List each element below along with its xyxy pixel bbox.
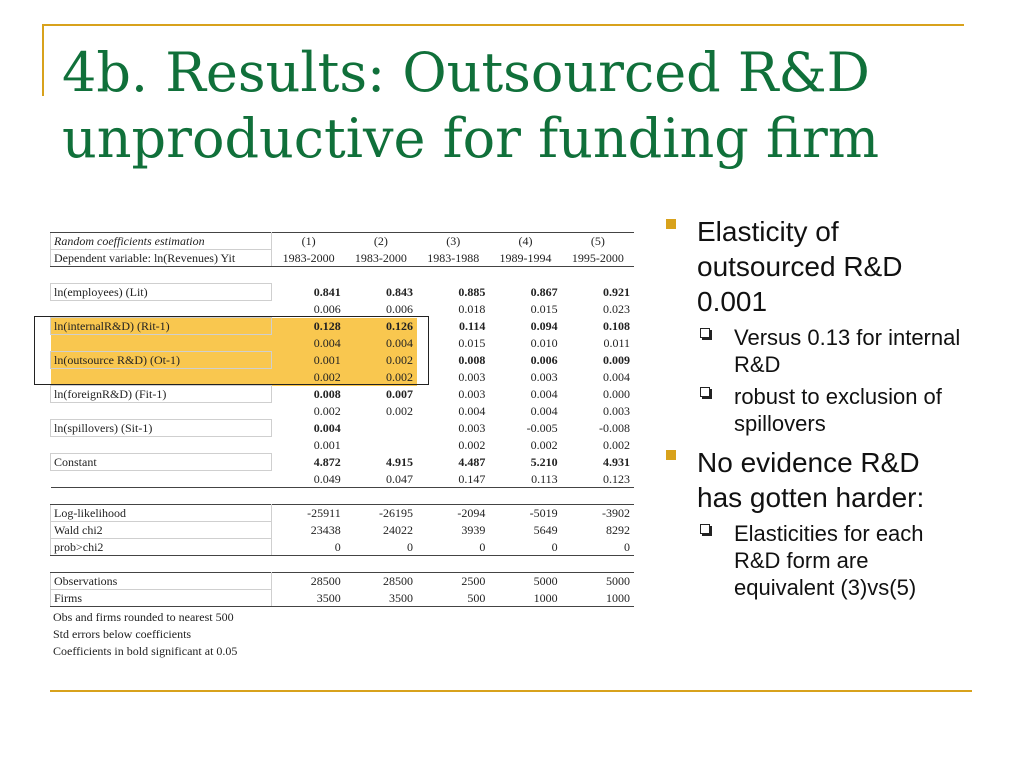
column-header: (5) — [562, 233, 634, 250]
square-bullet-icon — [666, 450, 676, 460]
checkbox-bullet-icon — [700, 524, 710, 534]
checkbox-bullet-icon — [700, 328, 710, 338]
spacer-row — [51, 488, 635, 505]
se-row — [51, 301, 635, 318]
coef-row — [51, 352, 635, 369]
row-label: ln(foreignR&D) (Fit-1) — [51, 386, 272, 403]
stat-row — [51, 522, 635, 539]
count-cell: 5000 — [489, 573, 561, 590]
stat-row — [51, 539, 635, 556]
table-note: Coefficients in bold significant at 0.05 — [53, 644, 238, 658]
coef-cell: 0.108 — [603, 319, 630, 333]
coef-cell: 0.002 — [345, 352, 417, 369]
count-cell: 28500 — [345, 573, 417, 590]
stat-label: Log-likelihood — [51, 505, 272, 522]
se-cell: 0.002 — [530, 438, 558, 452]
se-cell: 0.003 — [458, 370, 486, 384]
stat-cell: 5649 — [533, 523, 558, 537]
bullet-list — [664, 214, 964, 606]
stat-row — [51, 505, 635, 522]
left-rule — [42, 24, 44, 96]
stat-cell: 0 — [489, 539, 561, 556]
count-cell: 500 — [417, 590, 489, 607]
count-cell: 3500 — [345, 590, 417, 607]
bullet-item — [664, 445, 964, 515]
count-cell: 5000 — [562, 573, 634, 590]
count-label: Firms — [51, 590, 272, 607]
coef-cell — [345, 420, 417, 437]
column-header: (3) — [417, 233, 489, 250]
se-cell: 0.047 — [345, 471, 417, 488]
se-cell: 0.015 — [530, 302, 558, 316]
stat-label: Wald chi2 — [51, 522, 272, 539]
coef-cell: 0.000 — [603, 387, 630, 401]
se-cell: 0.049 — [272, 471, 345, 488]
se-cell: 0.002 — [313, 404, 341, 418]
coef-cell: 4.915 — [386, 455, 414, 469]
se-cell: 0.018 — [458, 302, 486, 316]
se-row — [51, 369, 635, 386]
count-cell: 1000 — [562, 590, 634, 607]
coef-cell: 0.841 — [313, 285, 341, 299]
stat-cell: -5019 — [489, 505, 561, 522]
coef-row — [51, 386, 635, 403]
coef-cell: 0.009 — [603, 353, 630, 367]
row-label: ln(employees) (Lit) — [51, 284, 272, 301]
se-cell — [345, 437, 417, 454]
coef-row — [51, 420, 635, 437]
row-label: ln(internalR&D) (Rit-1) — [51, 318, 272, 335]
coef-cell: 0.867 — [530, 285, 558, 299]
se-cell: 0.113 — [489, 471, 561, 488]
se-cell: 0.002 — [458, 438, 486, 452]
checkbox-bullet-icon — [700, 387, 710, 397]
stat-label: prob>chi2 — [51, 539, 272, 556]
table-notes — [50, 609, 634, 660]
coef-cell: 0.008 — [313, 387, 341, 401]
period-header: 1995-2000 — [562, 250, 634, 267]
regression-table — [50, 232, 634, 607]
se-cell: 0.006 — [386, 302, 414, 316]
stat-cell: -3902 — [562, 505, 634, 522]
spacer-row — [51, 556, 635, 573]
coef-cell: 0.008 — [458, 353, 486, 367]
top-rule — [42, 24, 964, 26]
se-cell: 0.023 — [603, 302, 630, 316]
count-cell: 1000 — [489, 590, 561, 607]
stat-cell: 0 — [417, 539, 489, 556]
se-cell: 0.004 — [530, 404, 558, 418]
sub-bullet-item — [664, 383, 964, 437]
se-row — [51, 403, 635, 420]
spacer-row — [51, 267, 635, 284]
coef-cell: 4.931 — [603, 455, 630, 469]
coef-row — [51, 318, 635, 335]
se-cell: 0.003 — [530, 370, 558, 384]
stat-cell: 3939 — [461, 523, 486, 537]
coef-cell: 0.004 — [530, 387, 558, 401]
coef-cell: 5.210 — [530, 455, 558, 469]
se-cell: 0.002 — [386, 404, 414, 418]
table-note: Std errors below coefficients — [53, 627, 192, 641]
coef-cell: 0.094 — [530, 319, 558, 333]
sub-bullet-item — [664, 324, 964, 378]
coef-cell: 4.872 — [313, 455, 341, 469]
coef-cell: 0.001 — [272, 352, 345, 369]
slide-title: 4b. Results: Outsourced R&D unproductive for funding firm — [62, 41, 880, 170]
column-header: (2) — [345, 233, 417, 250]
coef-row — [51, 284, 635, 301]
bullet-item — [664, 214, 964, 319]
se-row — [51, 335, 635, 352]
se-cell: 0.004 — [272, 335, 345, 352]
table-header-row — [51, 233, 635, 250]
stat-cell: -25911 — [272, 505, 345, 522]
se-cell: 0.123 — [562, 471, 634, 488]
coef-cell: -0.005 — [526, 421, 558, 435]
coef-cell: 0.921 — [603, 285, 630, 299]
count-label: Observations — [51, 573, 272, 590]
column-header: (1) — [272, 233, 345, 250]
se-cell: 0.003 — [603, 404, 630, 418]
period-header: 1983-2000 — [345, 250, 417, 267]
period-header: 1983-2000 — [272, 250, 345, 267]
se-row — [51, 437, 635, 454]
stat-cell: -26195 — [345, 505, 417, 522]
se-cell: 0.006 — [313, 302, 341, 316]
se-cell: 0.002 — [603, 438, 630, 452]
bullet-text: Elasticity of outsourced R&D 0.001 — [697, 216, 903, 317]
count-cell: 28500 — [272, 573, 345, 590]
coef-cell: 0.843 — [386, 285, 414, 299]
se-cell: 0.002 — [345, 369, 417, 386]
regression-table-area — [50, 232, 634, 660]
column-header: (4) — [489, 233, 561, 250]
se-cell: 0.147 — [417, 471, 489, 488]
stat-cell: 23438 — [310, 523, 341, 537]
bottom-rule — [50, 690, 972, 692]
stat-cell: 8292 — [606, 523, 630, 537]
count-cell: 2500 — [417, 573, 489, 590]
row-label: Constant — [51, 454, 272, 471]
se-cell: 0.011 — [603, 336, 630, 350]
coef-cell: 0.114 — [459, 319, 486, 333]
table-caption: Random coefficients estimation — [51, 233, 272, 250]
period-header: 1983-1988 — [417, 250, 489, 267]
stat-cell: 0 — [345, 539, 417, 556]
sub-bullet-item — [664, 520, 964, 601]
se-cell: 0.015 — [458, 336, 486, 350]
row-label: ln(spillovers) (Sit-1) — [51, 420, 272, 437]
coef-cell: 0.128 — [272, 318, 345, 335]
stat-cell: 24022 — [383, 523, 414, 537]
table-period-row — [51, 250, 635, 267]
sub-bullet-text: Elasticities for each R&D form are equivalent (3)vs(5) — [734, 521, 924, 600]
stat-cell: -2094 — [417, 505, 489, 522]
bullet-text: No evidence R&D has gotten harder: — [697, 447, 925, 513]
coef-cell: 0.007 — [386, 387, 414, 401]
coef-row — [51, 454, 635, 471]
square-bullet-icon — [666, 219, 676, 229]
stat-cell: 0 — [562, 539, 634, 556]
coef-cell: 0.003 — [458, 421, 486, 435]
count-row — [51, 590, 635, 607]
coef-cell: 0.004 — [313, 421, 341, 435]
se-cell: 0.010 — [530, 336, 558, 350]
count-row — [51, 573, 635, 590]
coef-cell: 0.885 — [458, 285, 486, 299]
coef-cell: 4.487 — [458, 455, 486, 469]
se-row — [51, 471, 635, 488]
se-cell: 0.004 — [345, 335, 417, 352]
sub-bullet-text: robust to exclusion of spillovers — [734, 384, 942, 436]
row-label: ln(outsource R&D) (Ot-1) — [51, 352, 272, 369]
se-cell: 0.002 — [272, 369, 345, 386]
coef-cell: 0.126 — [345, 318, 417, 335]
se-cell: 0.004 — [458, 404, 486, 418]
coef-cell: 0.006 — [530, 353, 558, 367]
count-cell: 3500 — [272, 590, 345, 607]
se-cell: 0.004 — [603, 370, 630, 384]
period-header: 1989-1994 — [489, 250, 561, 267]
coef-cell: -0.008 — [599, 421, 630, 435]
coef-cell: 0.003 — [458, 387, 486, 401]
dependent-variable-label: Dependent variable: ln(Revenues) Yit — [51, 250, 272, 267]
sub-bullet-text: Versus 0.13 for internal R&D — [734, 325, 961, 377]
se-cell: 0.001 — [313, 438, 341, 452]
table-note: Obs and firms rounded to nearest 500 — [53, 610, 234, 624]
stat-cell: 0 — [272, 539, 345, 556]
